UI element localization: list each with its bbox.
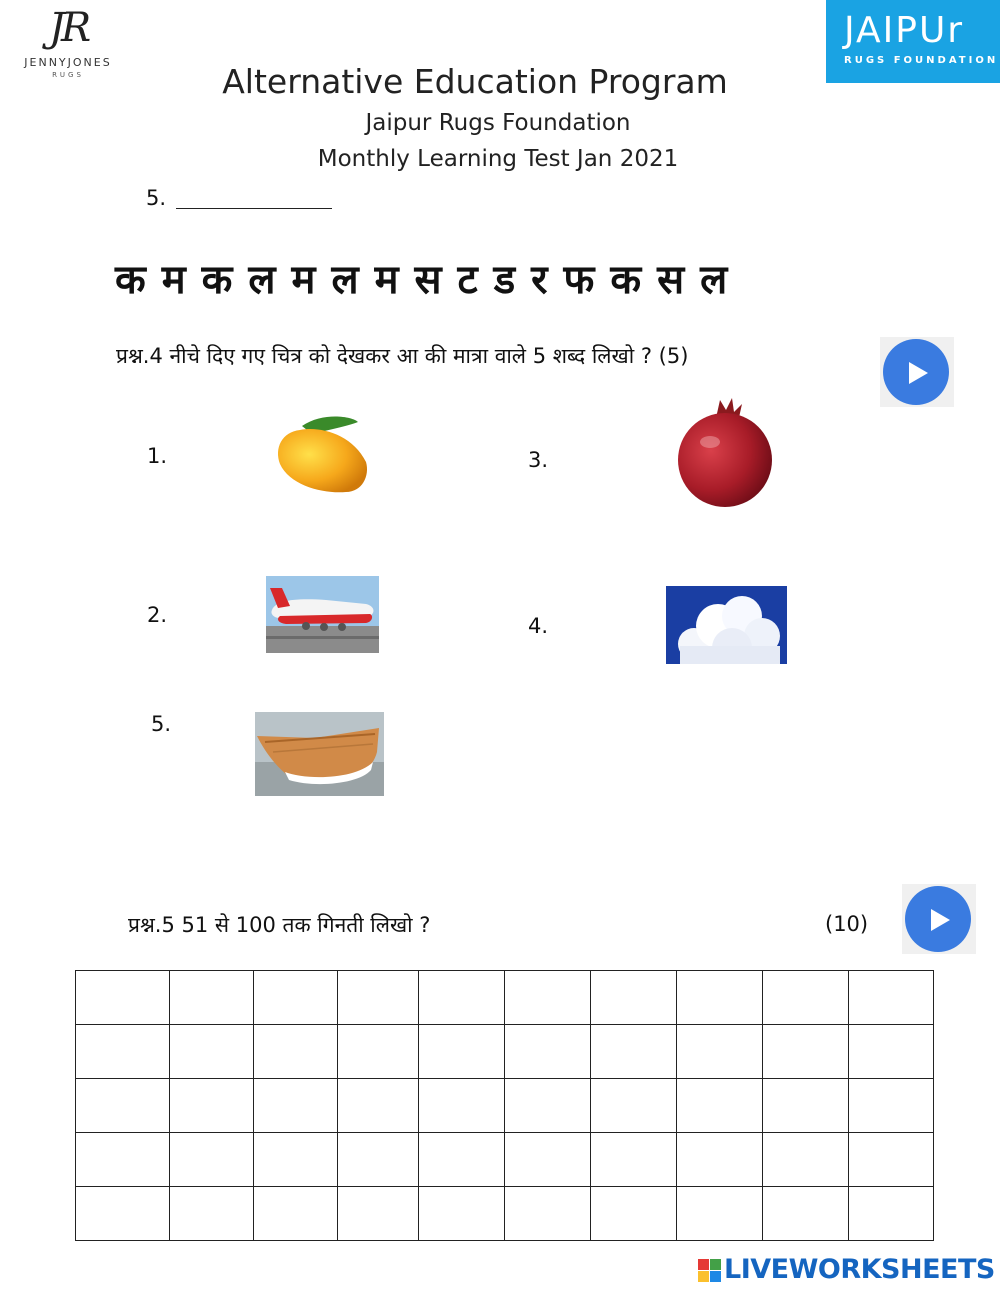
letter[interactable]: ल — [331, 257, 359, 303]
letters-row — [115, 250, 895, 305]
letter[interactable]: र — [531, 257, 548, 303]
letter[interactable]: म — [161, 257, 186, 303]
grid-cell[interactable] — [849, 1079, 934, 1133]
grid-cell[interactable] — [338, 1025, 419, 1079]
item-number: 4. — [528, 614, 549, 638]
grid-row — [76, 1025, 934, 1079]
play-icon — [880, 337, 954, 407]
liveworksheets-logo — [698, 1254, 995, 1285]
grid-cell[interactable] — [591, 1079, 677, 1133]
grid-cell[interactable] — [849, 971, 934, 1025]
grid-row — [76, 1133, 934, 1187]
pomegranate-image — [672, 396, 778, 508]
grid-cell[interactable] — [76, 1133, 170, 1187]
grid-cell[interactable] — [591, 1187, 677, 1241]
jennyjones-sub: RUGS — [52, 71, 84, 79]
letter[interactable]: क — [610, 257, 642, 303]
grid-cell[interactable] — [419, 1133, 505, 1187]
grid-cell[interactable] — [677, 971, 763, 1025]
grid-cell[interactable] — [763, 971, 849, 1025]
grid-cell[interactable] — [338, 1133, 419, 1187]
grid-cell[interactable] — [170, 1025, 254, 1079]
org-name: Jaipur Rugs Foundation — [365, 110, 631, 136]
grid-cell[interactable] — [677, 1133, 763, 1187]
grid-cell[interactable] — [849, 1025, 934, 1079]
jaipur-foundation-text: RUGS FOUNDATION — [844, 55, 999, 66]
letter[interactable]: म — [291, 257, 316, 303]
grid-cell[interactable] — [254, 1133, 338, 1187]
letter[interactable]: क — [115, 257, 146, 303]
grid-cell[interactable] — [763, 1079, 849, 1133]
grid-cell[interactable] — [849, 1187, 934, 1241]
letter[interactable]: ट — [457, 257, 478, 303]
liveworksheets-blocks-icon — [698, 1259, 722, 1283]
previous-answer-label: 5. — [146, 186, 167, 210]
test-name: Monthly Learning Test Jan 2021 — [317, 146, 679, 172]
grid-cell[interactable] — [591, 971, 677, 1025]
grid-cell[interactable] — [254, 1079, 338, 1133]
grid-cell[interactable] — [419, 1187, 505, 1241]
grid-cell[interactable] — [849, 1133, 934, 1187]
counting-grid — [75, 970, 934, 1241]
question-5-text: प्रश्न.5 51 से 100 तक गिनती लिखो ? — [128, 913, 431, 937]
grid-cell[interactable] — [591, 1025, 677, 1079]
airplane-image — [266, 576, 379, 653]
grid-cell[interactable] — [254, 1187, 338, 1241]
grid-cell[interactable] — [677, 1187, 763, 1241]
grid-cell[interactable] — [419, 1025, 505, 1079]
letter[interactable]: ल — [248, 257, 276, 303]
grid-cell[interactable] — [170, 1187, 254, 1241]
letter[interactable]: स — [657, 257, 685, 303]
grid-row — [76, 1079, 934, 1133]
grid-row — [76, 1187, 934, 1241]
boat-image — [255, 712, 384, 796]
grid-cell[interactable] — [76, 1025, 170, 1079]
grid-row — [76, 971, 934, 1025]
letter[interactable]: म — [374, 257, 399, 303]
grid-cell[interactable] — [76, 971, 170, 1025]
letter[interactable]: ल — [700, 257, 728, 303]
play-icon — [902, 884, 976, 954]
grid-cell[interactable] — [170, 971, 254, 1025]
audio-play-button-q5[interactable] — [902, 884, 976, 954]
grid-cell[interactable] — [76, 1187, 170, 1241]
page-title: Alternative Education Program — [222, 62, 728, 101]
item-number: 2. — [147, 603, 168, 627]
mango-image — [272, 412, 372, 498]
grid-cell[interactable] — [419, 1079, 505, 1133]
letter[interactable]: स — [414, 257, 442, 303]
grid-cell[interactable] — [76, 1079, 170, 1133]
grid-cell[interactable] — [254, 971, 338, 1025]
letter[interactable]: फ — [563, 257, 595, 303]
grid-cell[interactable] — [505, 1133, 591, 1187]
grid-cell[interactable] — [763, 1133, 849, 1187]
grid-cell[interactable] — [677, 1025, 763, 1079]
jennyjones-name: JENNYJONES — [24, 56, 112, 69]
grid-cell[interactable] — [338, 1079, 419, 1133]
item-number: 5. — [151, 712, 172, 736]
grid-cell[interactable] — [763, 1187, 849, 1241]
liveworksheets-text: LIVEWORKSHEETS — [724, 1254, 995, 1285]
grid-cell[interactable] — [505, 1187, 591, 1241]
grid-cell[interactable] — [419, 971, 505, 1025]
grid-cell[interactable] — [170, 1133, 254, 1187]
jaipur-wordmark: JAIPUr — [844, 10, 965, 51]
letter[interactable]: क — [201, 257, 233, 303]
grid-cell[interactable] — [763, 1025, 849, 1079]
item-number: 1. — [147, 444, 168, 468]
jr-monogram: JR — [48, 5, 88, 51]
question-4-text: प्रश्न.4 नीचे दिए गए चित्र को देखकर आ की मात्रा वाले 5 शब्द लिखो ? (5) — [116, 344, 689, 368]
grid-cell[interactable] — [677, 1079, 763, 1133]
previous-answer-line[interactable] — [176, 208, 332, 209]
question-5-marks: (10) — [825, 912, 869, 936]
cloud-image — [666, 586, 787, 664]
grid-cell[interactable] — [170, 1079, 254, 1133]
grid-cell[interactable] — [338, 971, 419, 1025]
audio-play-button-q4[interactable] — [880, 337, 954, 407]
grid-cell[interactable] — [505, 1025, 591, 1079]
grid-cell[interactable] — [505, 1079, 591, 1133]
letter[interactable]: ड — [493, 257, 516, 303]
item-number: 3. — [528, 448, 549, 472]
grid-cell[interactable] — [254, 1025, 338, 1079]
grid-cell[interactable] — [591, 1133, 677, 1187]
grid-cell[interactable] — [338, 1187, 419, 1241]
grid-cell[interactable] — [505, 971, 591, 1025]
